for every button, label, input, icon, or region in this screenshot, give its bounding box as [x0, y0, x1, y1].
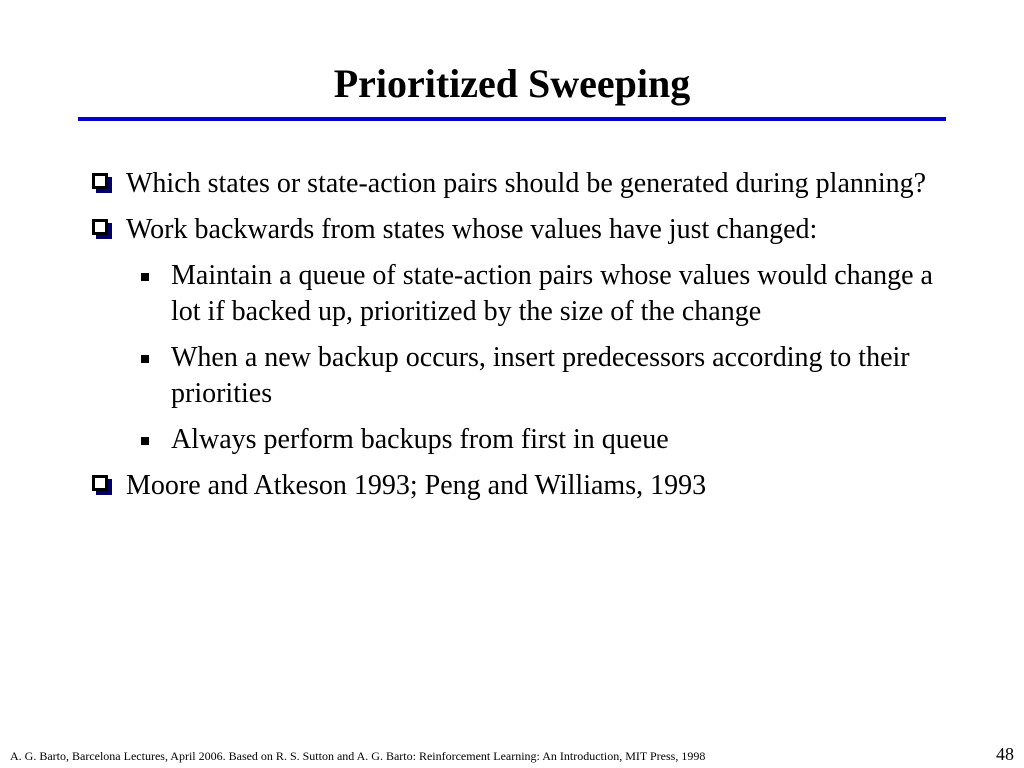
sub-bullet-text: Maintain a queue of state-action pairs whose values would change a lot if backed up, prioritized by the size of the change: [171, 260, 933, 327]
bullet-list: [88, 166, 938, 514]
bullet-item: [88, 468, 938, 504]
hollow-square-bullet-icon: [92, 475, 108, 491]
hollow-square-bullet-icon: [92, 173, 108, 189]
filled-square-bullet-icon: [141, 273, 149, 281]
sub-bullet-item: [88, 340, 938, 412]
page-number: 48: [996, 744, 1014, 764]
sub-bullet-item: [88, 422, 938, 458]
bullet-text: Work backwards from states whose values have just changed:: [126, 214, 818, 245]
bullet-item: [88, 166, 938, 202]
filled-square-bullet-icon: [141, 437, 149, 445]
title-underline: [78, 117, 946, 121]
bullet-item: [88, 212, 938, 248]
bullet-text: Moore and Atkeson 1993; Peng and Williams, 1993: [126, 470, 707, 501]
filled-square-bullet-icon: [141, 355, 149, 363]
sub-bullet-text: When a new backup occurs, insert predecessors according to their priorities: [171, 342, 910, 409]
bullet-text: Which states or state-action pairs should be generated during planning?: [126, 168, 927, 199]
footer-citation: A. G. Barto, Barcelona Lectures, April 2006. Based on R. S. Sutton and A. G. Barto: Reinforcement Learning: An Introduction, MIT Press, 1998: [10, 749, 706, 763]
hollow-square-bullet-icon: [92, 219, 108, 235]
slide-title: Prioritized Sweeping: [333, 61, 691, 106]
sub-bullet-text: Always perform backups from first in queue: [171, 424, 669, 455]
sub-bullet-item: [88, 258, 938, 330]
